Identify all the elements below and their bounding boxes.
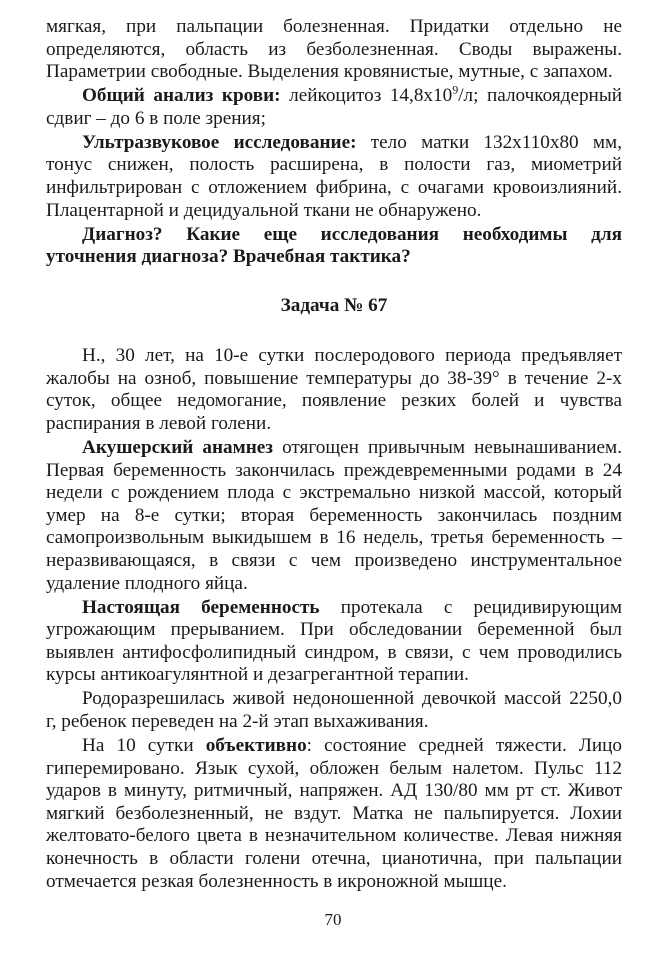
blood-test-text-b: /л; палочкоядерный сдвиг – до 6 в поле зрения; [46,85,622,129]
prev-case-question [46,224,622,269]
task-heading: Задача № 67 [280,294,388,316]
objective-prefix: На 10 сутки [82,734,206,756]
pregnancy-paragraph [46,597,622,687]
document-page [46,16,622,895]
prev-case-question-text: Диагноз? Какие еще исследования необходимы для уточнения диагноза? Врачебная тактика? [46,223,622,268]
anamnesis-text: отягощен привычным невынашиванием. Первая беременность закончилась преждевременными родами в 24 недели с рождением плода с экстремально низкой массой, который умер на 8-е сутки; вторая беременность закончилась поздним самопроизвольным выкидышем в 16 недель, третья беременность – неразвивающаяся, в связи с чем произведено инструментальное удаление плодного яйца. [46,437,622,594]
blood-test-paragraph [46,82,622,130]
anamnesis-label: Акушерский анамнез [82,437,273,459]
objective-text: : состояние средней тяжести. Лицо гиперемировано. Язык сухой, обложен белым налетом. Пульс 112 ударов в минуту, ритмичный, напряжен. АД 130/80 мм рт ст. Живот мягкий безболезненный, не вздут. Матка не пальпируется. Лохии желтовато-белого цвета в незначительном количестве. Левая нижняя конечность в области голени отечна, цианотична, при пальпации отмечается резкая болезненность в икроножной мышце. [46,734,622,892]
pregnancy-label: Настоящая беременность [82,596,320,618]
blood-test-exponent: 9 [452,82,459,97]
objective-paragraph [46,735,622,893]
prev-case-exam-paragraph: мягкая, при пальпации болезненная. Придатки отдельно не определяются, область из безболезненная. Своды выражены. Параметрии свободные. Выделения кровянистые, мутные, с запахом. [46,16,622,83]
page-number: 70 [324,910,342,929]
ultrasound-text: тело матки 132х110х80 мм, тонус снижен, полость расширена, в полости газ, миометрий инфильтрирован с отложением фибрина, с очагами кровоизлияний. Плацентарной и децидуальной ткани не обнаружено. [46,131,622,221]
delivery-paragraph: Родоразрешилась живой недоношенной девочкой массой 2250,0 г, ребенок переведен на 2-й этап выхаживания. [46,688,622,732]
ultrasound-label: Ультразвуковое исследование: [82,131,357,153]
blood-test-label: Общий анализ крови: [82,85,281,107]
pregnancy-text: протекала с рецидивирующим угрожающим прерыванием. При обследовании беременной был выявлен антифосфолипидный синдром, в связи, с чем проводились курсы антикоагулянтной и дезагрегантной терапии. [46,596,622,686]
ultrasound-paragraph [46,132,622,222]
task-intro-paragraph: Н., 30 лет, на 10-е сутки послеродового периода предъявляет жалобы на озноб, повышение температуры до 38-39° в течение 2-х суток, общее недомогание, появление резких болей и чувства распирания в левой голени. [46,345,622,435]
objective-label: объективно [205,734,307,756]
anamnesis-paragraph [46,437,622,595]
blood-test-text-a: лейкоцитоз 14,8х10 [280,85,453,107]
